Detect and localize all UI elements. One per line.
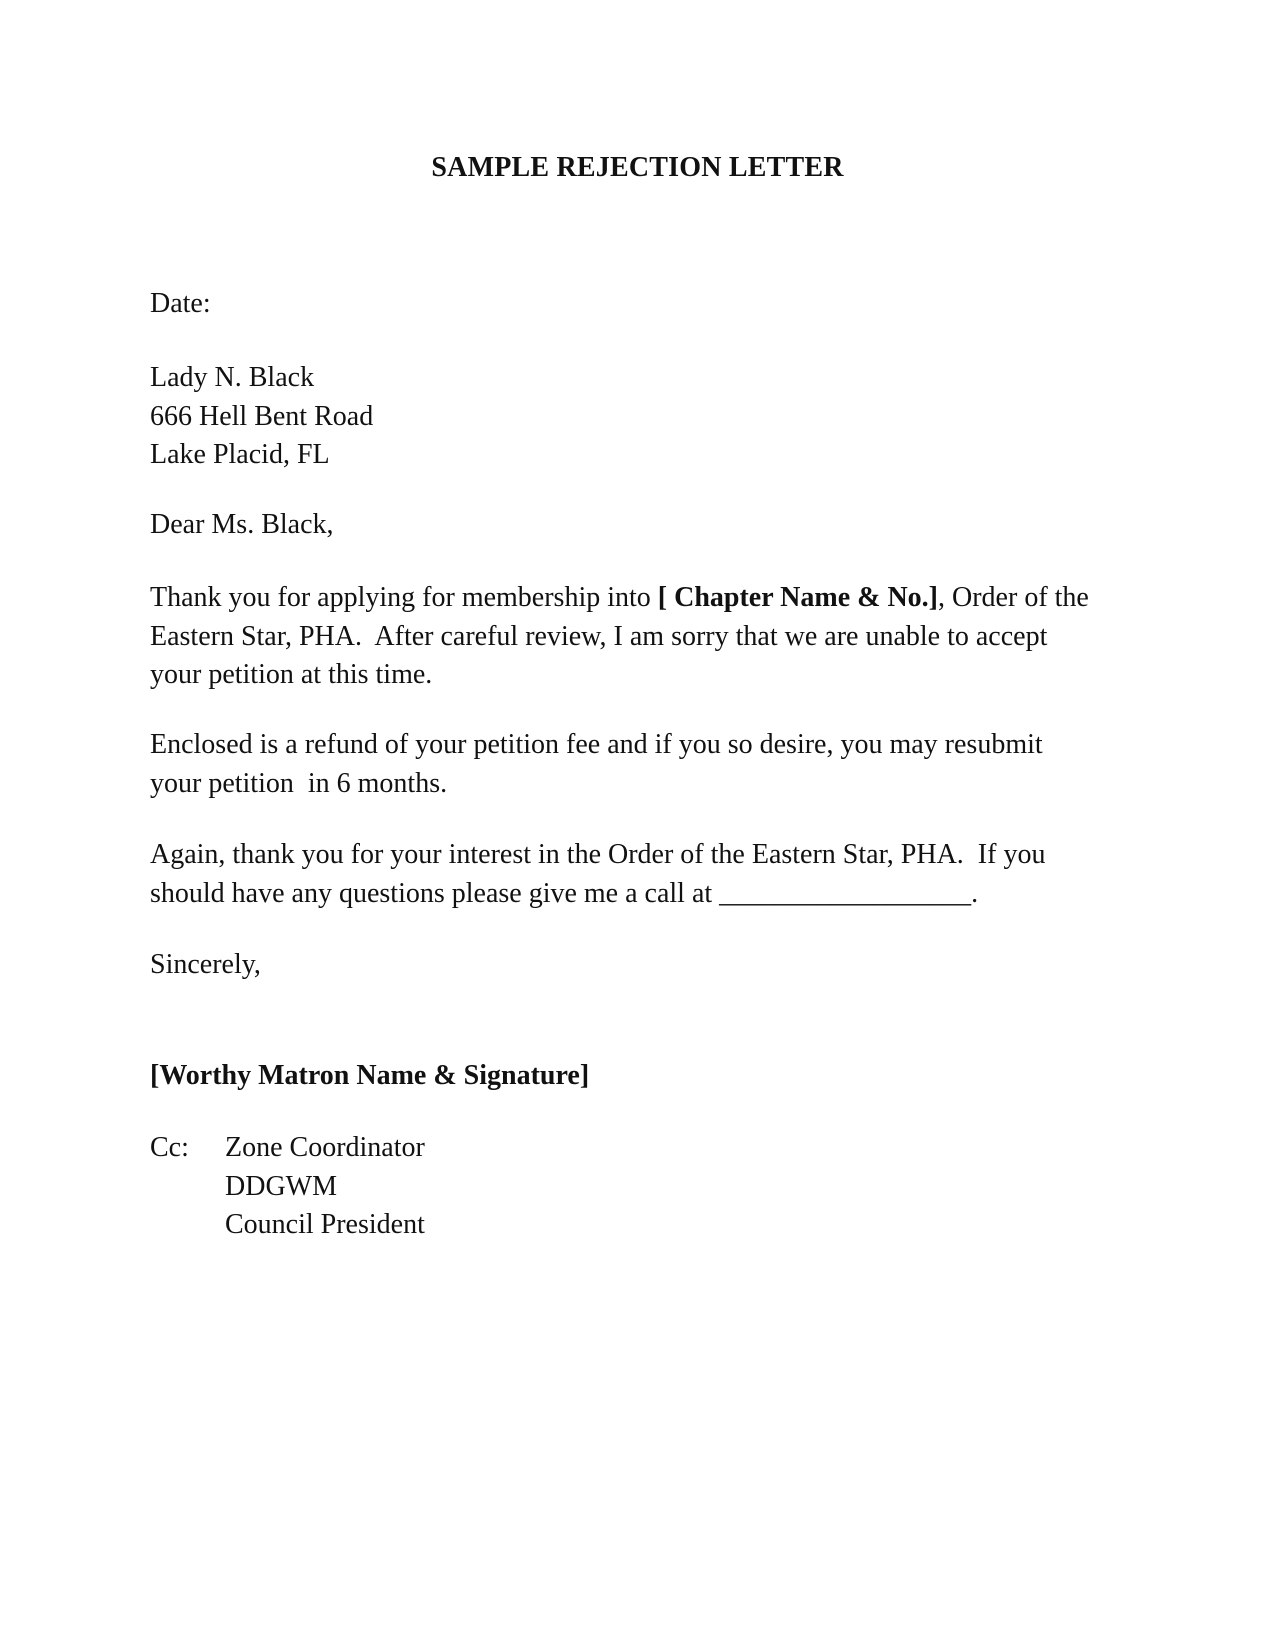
salutation-text: Dear Ms. Black, xyxy=(150,509,334,540)
date-label xyxy=(150,285,1160,324)
paragraph-2-line-1: Enclosed is a refund of your petition fee and if you so desire, you may resubmit xyxy=(150,729,1043,760)
recipient-address xyxy=(150,359,1160,475)
recipient-street: 666 Hell Bent Road xyxy=(150,400,374,432)
signature-placeholder: [Worthy Matron Name & Signature] xyxy=(150,1060,590,1091)
paragraph-1 xyxy=(150,579,1160,695)
paragraph-3-line-2: should have any questions please give me a call at __________________. xyxy=(150,877,979,909)
paragraph-1-part-2: , Order of the xyxy=(938,582,1089,613)
paragraph-1-part-1: Thank you for applying for membership into xyxy=(150,582,658,613)
cc-recipient: Council President xyxy=(225,1209,425,1240)
cc-block xyxy=(150,1129,1160,1245)
cc-row-2 xyxy=(150,1168,1160,1207)
cc-recipient: Zone Coordinator xyxy=(225,1132,425,1163)
closing xyxy=(150,946,1160,985)
paragraph-2 xyxy=(150,726,1160,803)
paragraph-1-line-3: your petition at this time. xyxy=(150,659,433,690)
letter-title: SAMPLE REJECTION LETTER xyxy=(431,152,844,183)
paragraph-1-line-1 xyxy=(150,579,1160,618)
paragraph-3 xyxy=(150,836,1160,913)
salutation xyxy=(150,506,1160,545)
cc-label: Cc: xyxy=(150,1132,189,1163)
signature-block xyxy=(150,1057,1160,1096)
chapter-placeholder: [ Chapter Name & No.] xyxy=(657,582,939,613)
closing-text: Sincerely, xyxy=(150,949,261,980)
cc-recipient: DDGWM xyxy=(225,1170,337,1202)
recipient-name: Lady N. Black xyxy=(150,362,315,393)
recipient-city: Lake Placid, FL xyxy=(150,439,330,470)
cc-row-3 xyxy=(150,1206,1160,1245)
paragraph-3-line-1: Again, thank you for your interest in the Order of the Eastern Star, PHA. If you xyxy=(150,839,1046,870)
paragraph-1-line-2: Eastern Star, PHA. After careful review, I am sorry that we are unable to accept xyxy=(150,620,1048,652)
cc-row-1 xyxy=(150,1129,1160,1168)
date-label-text: Date: xyxy=(150,288,211,319)
paragraph-2-line-2: your petition in 6 months. xyxy=(150,767,448,799)
